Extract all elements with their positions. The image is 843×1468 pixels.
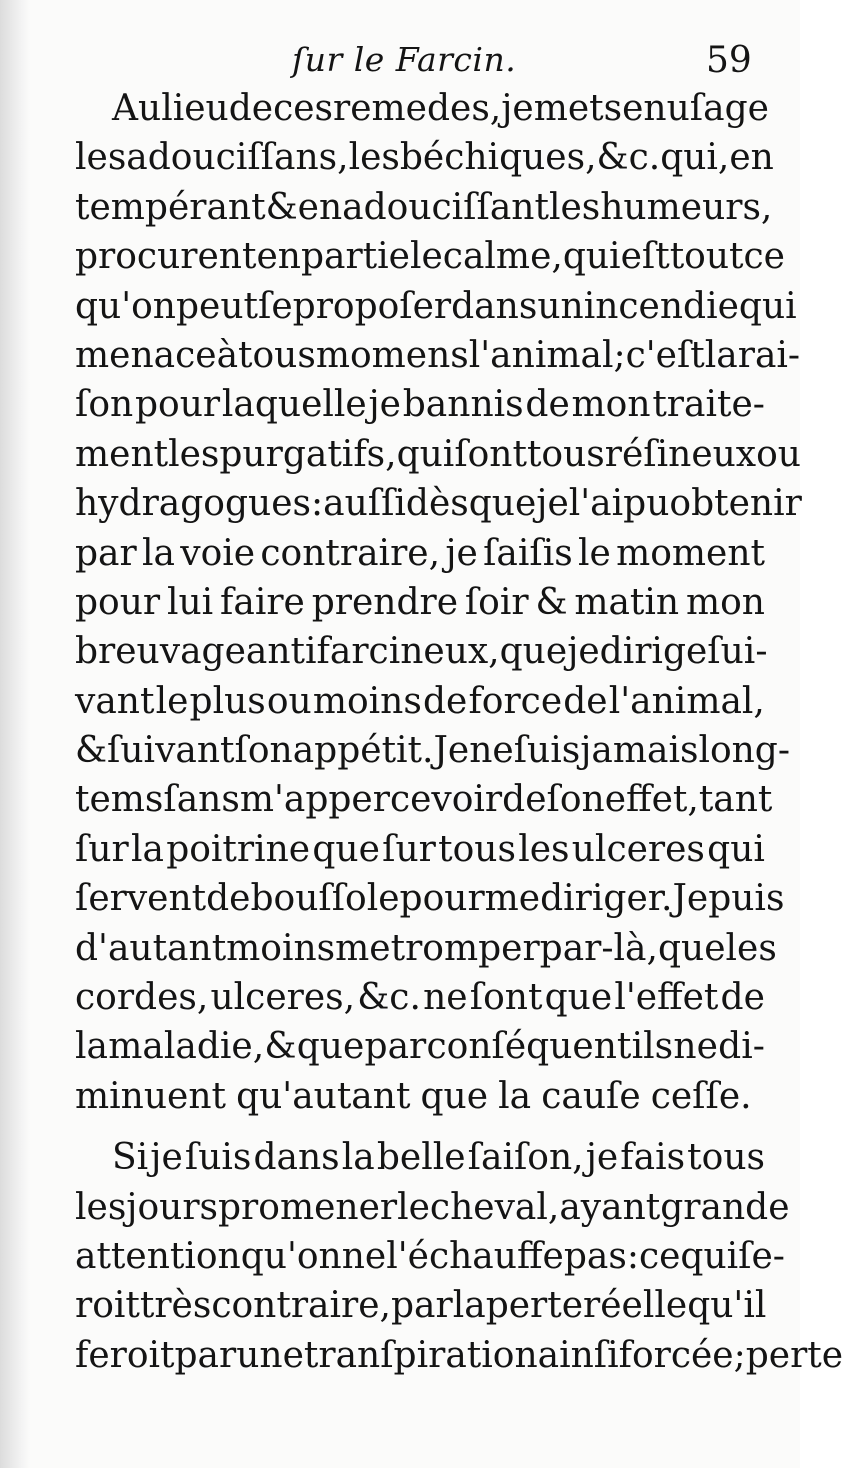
page-number: 59	[706, 40, 752, 81]
text-line: les adouciſſans, les béchiques, &c. qui, en	[75, 137, 774, 179]
running-title: ſur le Farcin.	[292, 40, 517, 79]
binding-shadow	[0, 0, 30, 1468]
text-line: ſervent de bouſſole pour me diriger. Je puis	[75, 878, 785, 920]
text-line: d'autant moins me tromper par-là, que les	[75, 927, 777, 969]
page-header	[0, 38, 800, 90]
text-line: Si je ſuis dans la belle ſaiſon, je fais tous	[112, 1137, 765, 1179]
text-line: procurent en partie le calme, qui eſt tout ce	[75, 236, 785, 278]
text-line: qu'on peut ſe propoſer dans un incendie qui	[75, 285, 797, 327]
text-line: & ſuivant ſon appétit. Je ne ſuis jamais long-	[75, 730, 791, 772]
text-line: hydragogues : auſſi dès que je l'ai pu obtenir	[75, 483, 802, 525]
text-line: les jours promener le cheval, ayant grande	[75, 1186, 790, 1228]
text-line: par la voie contraire, je ſaiſis le moment	[75, 532, 765, 574]
text-line: Au lieu de ces remedes, je mets en uſage	[112, 88, 769, 129]
paragraph-gap	[75, 1121, 765, 1133]
text-line: breuvage antifarcineux, que je dirige ſui-	[75, 631, 768, 673]
text-line: pour lui faire prendre ſoir & matin mon	[75, 581, 765, 623]
text-line: vant le plus ou moins de force de l'animal,	[75, 680, 765, 722]
text-line: minuent qu'autant que la cauſe ceſſe.	[75, 1075, 752, 1117]
text-line: cordes, ulceres, &c. ne ſont que l'effet de	[75, 977, 765, 1019]
text-line: ment les purgatifs, qui ſont tous réſineux ou	[75, 433, 801, 475]
text-line: roit très contraire, par la perte réelle qu'il	[75, 1285, 767, 1327]
text-line: tems ſans m'appercevoir de ſon effet, tant	[75, 779, 773, 821]
paragraph	[75, 1133, 843, 1380]
text-line: attention qu'on ne l'échauffe pas : ce qui ſe-	[75, 1235, 785, 1277]
text-line: la maladie, & que par conſéquent ils ne di-	[75, 1026, 765, 1068]
body-text	[75, 84, 843, 1380]
text-line: tempérant & en adouciſſant les humeurs,	[75, 186, 773, 228]
text-line: menace à tous momens l'animal; c'eſt la rai-	[75, 334, 801, 376]
text-line: ſon pour laquelle je bannis de mon traite-	[75, 384, 765, 426]
text-line: ſur la poitrine que ſur tous les ulceres qui	[75, 828, 765, 870]
text-line: feroit par une tranſpiration ainſi forcée; perte	[75, 1334, 843, 1376]
paragraph	[75, 84, 802, 1121]
